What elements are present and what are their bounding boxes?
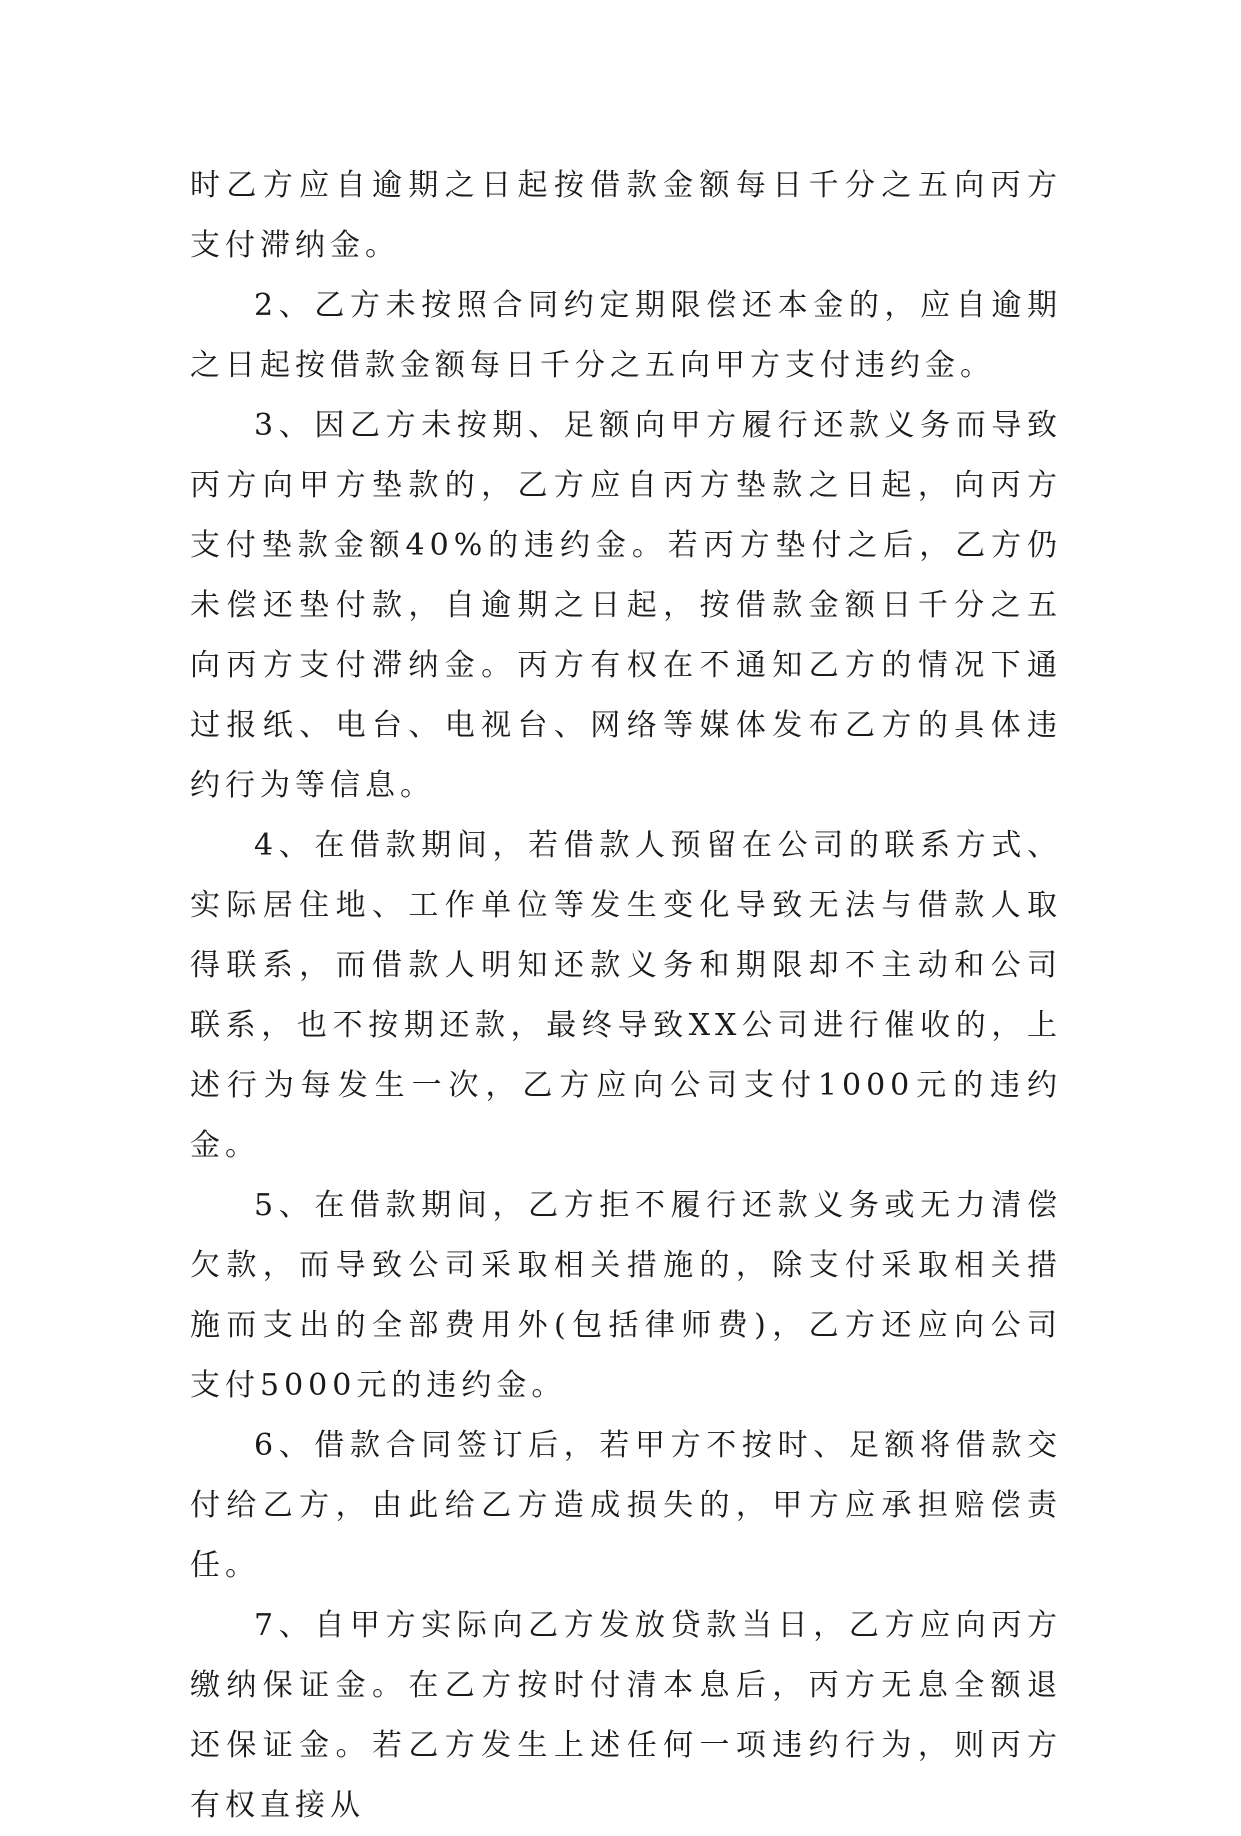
- paragraph-clause-6: 6、借款合同签订后，若甲方不按时、足额将借款交付给乙方，由此给乙方造成损失的，甲方应承担赔偿责任。: [190, 1428, 1062, 1583]
- paragraph-clause-5: 5、在借款期间，乙方拒不履行还款义务或无力清偿欠款，而导致公司采取相关措施的，除支付采取相关措施而支出的全部费用外(包括律师费)，乙方还应向公司支付5000元的违约金。: [190, 1188, 1062, 1403]
- document-body: [190, 156, 1062, 1836]
- paragraph-clause-2: 2、乙方未按照合同约定期限偿还本金的，应自逾期之日起按借款金额每日千分之五向甲方支付违约金。: [190, 288, 1062, 383]
- paragraph-clause-3: 3、因乙方未按期、足额向甲方履行还款义务而导致丙方向甲方垫款的，乙方应自丙方垫款之日起，向丙方支付垫款金额40%的违约金。若丙方垫付之后，乙方仍未偿还垫付款，自逾期之日起，按借款金额日千分之五向丙方支付滞纳金。丙方有权在不通知乙方的情况下通过报纸、电台、电视台、网络等媒体发布乙方的具体违约行为等信息。: [190, 408, 1062, 803]
- paragraph-clause-7: 7、自甲方实际向乙方发放贷款当日，乙方应向丙方缴纳保证金。在乙方按时付清本息后，丙方无息全额退还保证金。若乙方发生上述任何一项违约行为，则丙方有权直接从: [190, 1608, 1062, 1823]
- paragraph-continuation: 时乙方应自逾期之日起按借款金额每日千分之五向丙方支付滞纳金。: [190, 168, 1062, 263]
- paragraph-clause-4: 4、在借款期间，若借款人预留在公司的联系方式、实际居住地、工作单位等发生变化导致无法与借款人取得联系，而借款人明知还款义务和期限却不主动和公司联系，也不按期还款，最终导致XX公司进行催收的，上述行为每发生一次，乙方应向公司支付1000元的违约金。: [190, 828, 1062, 1163]
